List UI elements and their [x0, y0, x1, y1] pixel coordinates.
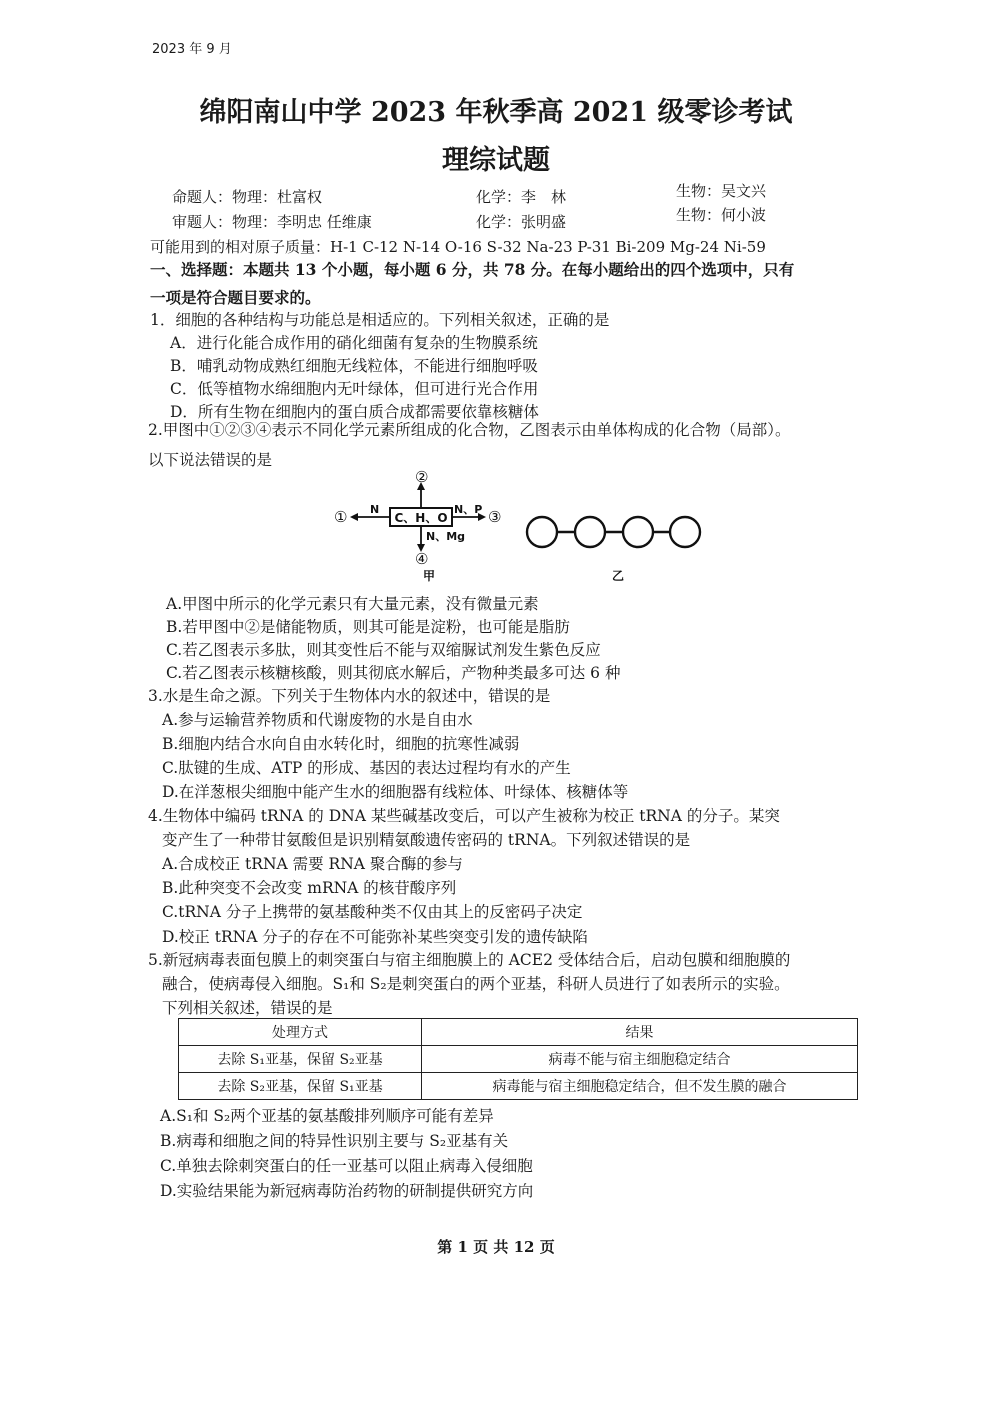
- bottom-number: ④: [415, 550, 429, 568]
- exam-date: 2023 年 9 月: [152, 42, 232, 57]
- table-header-row: [179, 1019, 858, 1046]
- row1-result: 病毒不能与宿主细胞稳定结合: [422, 1046, 858, 1073]
- left-element-label: N: [370, 503, 380, 516]
- bottom-element-label: N、Mg: [426, 530, 466, 543]
- q4-option-b: B.此种突变不会改变 mRNA 的核苷酸序列: [162, 879, 457, 897]
- row1-treatment: 去除 S₁亚基，保留 S₂亚基: [179, 1046, 422, 1073]
- left-arrow-head: [350, 513, 358, 521]
- q4-option-d: D.校正 tRNA 分子的存在不可能弥补某些突变引发的遗传缺陷: [162, 928, 588, 946]
- top-number: ②: [415, 468, 429, 486]
- setter-bio: 生物：吴文兴: [676, 182, 767, 200]
- setter-line: 命题人：物理：杜富权: [172, 188, 323, 206]
- section-heading-line2: 一项是符合题目要求的。: [150, 288, 321, 307]
- q5-option-b: B.病毒和细胞之间的特异性识别主要与 S₂亚基有关: [160, 1132, 509, 1150]
- q5-option-a: A.S₁和 S₂两个亚基的氨基酸排列顺序可能有差异: [160, 1107, 494, 1125]
- row2-result: 病毒能与宿主细胞稳定结合，但不发生膜的融合: [422, 1073, 858, 1100]
- reviewer-bio: 生物：何小波: [676, 206, 767, 224]
- setter-chem: 化学：李 林: [476, 188, 567, 206]
- table-row: [179, 1046, 858, 1073]
- monomer-2: [575, 517, 605, 547]
- exam-title: 绵阳南山中学 2023 年秋季高 2021 级零诊考试: [199, 97, 793, 128]
- row2-treatment: 去除 S₂亚基，保留 S₁亚基: [179, 1073, 422, 1100]
- q1-stem: 1．细胞的各种结构与功能总是相适应的。下列相关叙述，正确的是: [150, 311, 610, 329]
- q3-option-a: A.参与运输营养物质和代谢废物的水是自由水: [162, 711, 473, 729]
- table-row: [179, 1073, 858, 1100]
- section-heading-line1: 一、选择题：本题共 13 个小题，每小题 6 分，共 78 分。在每小题给出的四个选项中，只有: [150, 260, 795, 279]
- q4-option-a: A.合成校正 tRNA 需要 RNA 聚合酶的参与: [162, 855, 463, 873]
- q4-stem-line2: 变产生了一种带甘氨酸但是识别精氨酸遗传密码的 tRNA。下列叙述错误的是: [162, 831, 691, 849]
- q2-diagram: [330, 468, 710, 588]
- q2-option-c: C.若乙图表示多肽，则其变性后不能与双缩脲试剂发生紫色反应: [166, 641, 601, 659]
- q5-results-table: [178, 1018, 858, 1100]
- q1-option-a: A．进行化能合成作用的硝化细菌有复杂的生物膜系统: [170, 334, 538, 352]
- center-label: C、H、O: [394, 511, 448, 525]
- exam-subtitle: 理综试题: [442, 145, 550, 176]
- caption-jia: 甲: [423, 569, 436, 583]
- right-number: ③: [488, 508, 502, 526]
- q5-option-d: D.实验结果能为新冠病毒防治药物的研制提供研究方向: [160, 1182, 534, 1200]
- q5-stem-line1: 5.新冠病毒表面包膜上的刺突蛋白与宿主细胞膜上的 ACE2 受体结合后，启动包膜和细胞膜的: [148, 951, 791, 969]
- reviewer-line: 审题人：物理：李明忠 任维康: [172, 213, 372, 231]
- q1-option-b: B．哺乳动物成熟红细胞无线粒体，不能进行细胞呼吸: [170, 357, 538, 375]
- q2-option-a: A.甲图中所示的化学元素只有大量元素，没有微量元素: [166, 595, 539, 613]
- q1-option-c: C．低等植物水绵细胞内无叶绿体，但可进行光合作用: [170, 380, 539, 398]
- q3-option-b: B.细胞内结合水向自由水转化时，细胞的抗寒性减弱: [162, 735, 520, 753]
- q1-option-d: D．所有生物在细胞内的蛋白质合成都需要依靠核糖体: [170, 403, 539, 421]
- q4-option-c: C.tRNA 分子上携带的氨基酸种类不仅由其上的反密码子决定: [162, 903, 583, 921]
- caption-yi: 乙: [612, 569, 625, 583]
- right-element-label: N、P: [454, 503, 483, 516]
- page-footer: 第 1 页 共 12 页: [437, 1238, 555, 1256]
- header-treatment: 处理方式: [179, 1019, 422, 1046]
- q5-option-c: C.单独去除刺突蛋白的任一亚基可以阻止病毒入侵细胞: [160, 1157, 533, 1175]
- reviewer-chem: 化学：张明盛: [476, 213, 567, 231]
- q3-option-d: D.在洋葱根尖细胞中能产生水的细胞器有线粒体、叶绿体、核糖体等: [162, 783, 629, 801]
- q3-option-c: C.肽键的生成、ATP 的形成、基因的表达过程均有水的产生: [162, 759, 571, 777]
- q5-stem-line3: 下列相关叙述，错误的是: [162, 999, 333, 1017]
- left-number: ①: [334, 508, 348, 526]
- q2-option-b: B.若甲图中②是储能物质，则其可能是淀粉，也可能是脂肪: [166, 618, 570, 636]
- monomer-4: [670, 517, 700, 547]
- q2-stem-line1: 2.甲图中①②③④表示不同化学元素所组成的化合物，乙图表示由单体构成的化合物（局部）。: [148, 421, 791, 439]
- q3-stem: 3.水是生命之源。下列关于生物体内水的叙述中，错误的是: [148, 687, 551, 705]
- monomer-3: [623, 517, 653, 547]
- atomic-masses: 可能用到的相对原子质量：H-1 C-12 N-14 O-16 S-32 Na-23 P-31 Bi-209 Mg-24 Ni-59: [150, 238, 766, 256]
- q2-option-d: C.若乙图表示核糖核酸，则其彻底水解后，产物种类最多可达 6 种: [166, 664, 621, 682]
- header-result: 结果: [422, 1019, 858, 1046]
- q4-stem-line1: 4.生物体中编码 tRNA 的 DNA 某些碱基改变后，可以产生被称为校正 tRNA 的分子。某突: [148, 807, 780, 825]
- q5-stem-line2: 融合，使病毒侵入细胞。S₁和 S₂是刺突蛋白的两个亚基，科研人员进行了如表所示的实验。: [162, 975, 790, 993]
- q2-stem-line2: 以下说法错误的是: [148, 451, 273, 469]
- monomer-1: [527, 517, 557, 547]
